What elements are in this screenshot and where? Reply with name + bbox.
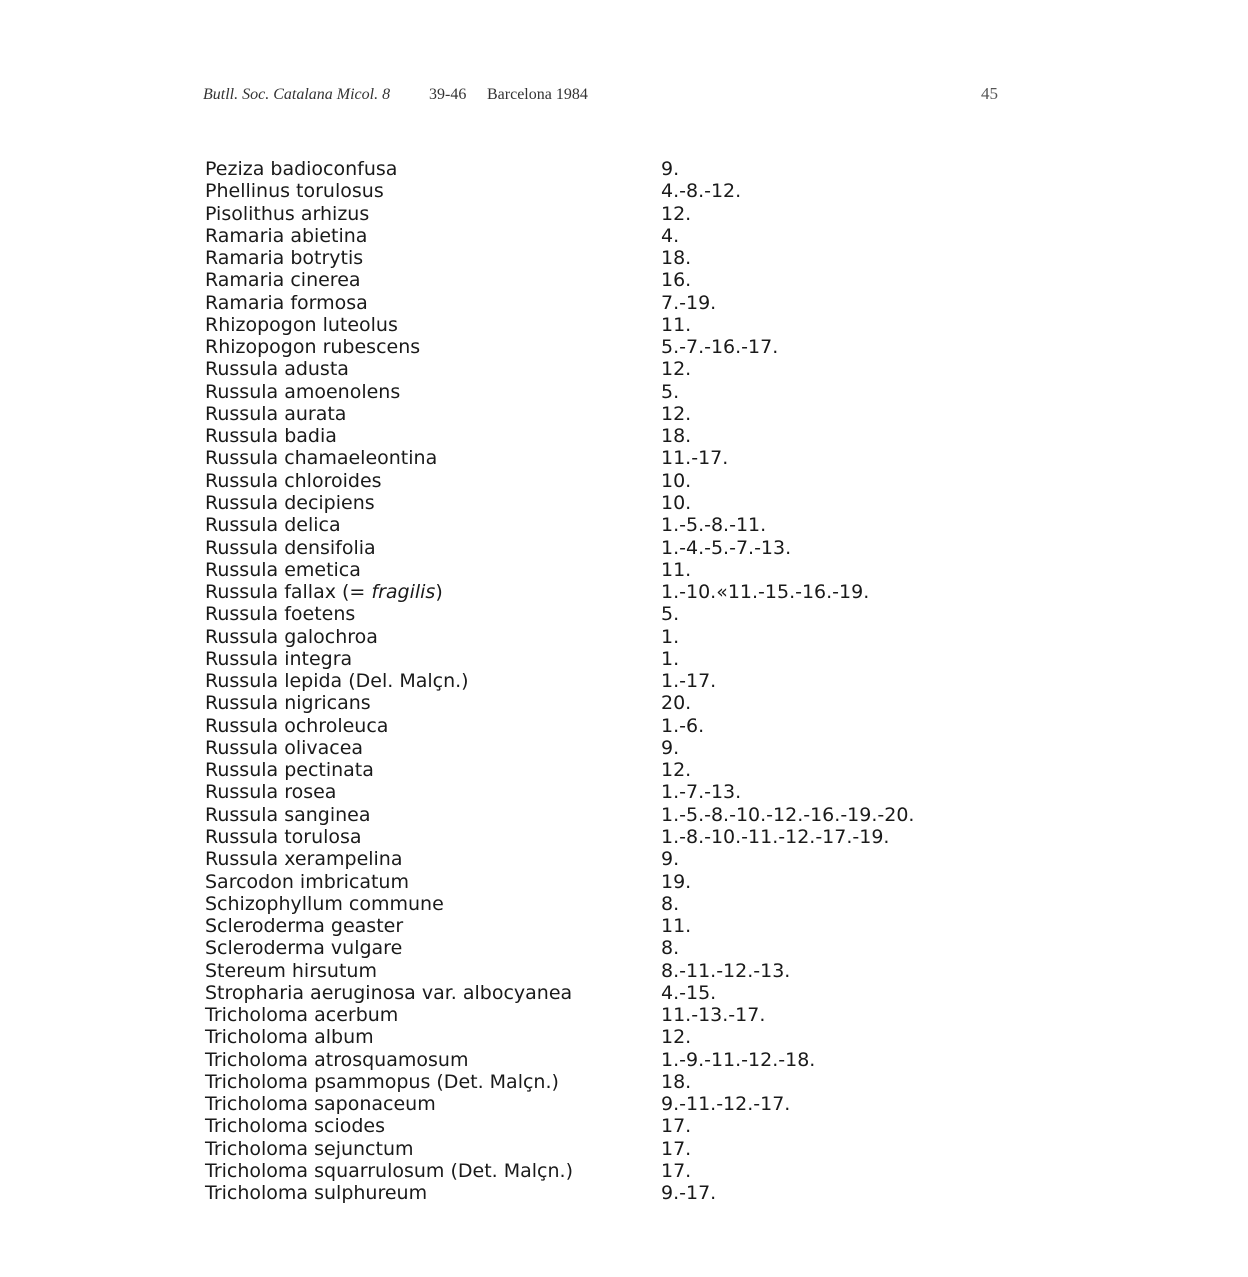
species-name: Russula integra	[205, 647, 353, 670]
species-name: Russula aurata	[205, 402, 347, 425]
place-year: Barcelona 1984	[487, 86, 588, 103]
locality-refs: 1.-17.	[661, 670, 717, 693]
species-row	[205, 425, 965, 447]
species-name: Rhizopogon luteolus	[205, 313, 398, 336]
species-name: Tricholoma psammopus (Det. Malçn.)	[205, 1070, 559, 1093]
species-name: Ramaria botrytis	[205, 247, 364, 270]
species-name: Russula amoenolens	[205, 380, 401, 403]
species-name: Russula rosea	[205, 781, 337, 804]
species-name: Tricholoma saponaceum	[205, 1093, 436, 1116]
locality-refs: 5.	[661, 380, 680, 403]
species-name: Tricholoma sejunctum	[205, 1137, 414, 1160]
locality-refs: 1.-8.-10.-11.-12.-17.-19.	[661, 825, 890, 848]
species-row	[205, 848, 965, 870]
species-row	[205, 514, 965, 536]
species-row	[205, 1115, 965, 1137]
species-row	[205, 781, 965, 803]
species-row	[205, 403, 965, 425]
species-row	[205, 670, 965, 692]
species-row	[205, 826, 965, 848]
species-row	[205, 225, 965, 247]
locality-refs: 7.-19.	[661, 291, 717, 314]
species-row	[205, 158, 965, 180]
locality-refs: 1.-5.-8.-10.-12.-16.-19.-20.	[661, 803, 915, 826]
species-row	[205, 1093, 965, 1115]
locality-refs: 10.	[661, 469, 692, 492]
species-name: Russula ochroleuca	[205, 714, 389, 737]
species-name: Russula lepida (Del. Malçn.)	[205, 670, 469, 693]
species-row	[205, 915, 965, 937]
species-name: Russula badia	[205, 425, 337, 448]
locality-refs: 1.-9.-11.-12.-18.	[661, 1048, 816, 1071]
species-row	[205, 581, 965, 603]
species-row	[205, 1138, 965, 1160]
species-name: Peziza badioconfusa	[205, 158, 398, 180]
species-row	[205, 1026, 965, 1048]
species-name: Pisolithus arhizus	[205, 202, 370, 225]
locality-refs: 12.	[661, 1026, 692, 1049]
locality-refs: 1.-4.-5.-7.-13.	[661, 536, 792, 559]
locality-refs: 9.	[661, 158, 680, 180]
species-name: Ramaria abietina	[205, 224, 368, 247]
species-name: Russula pectinata	[205, 759, 374, 782]
species-row	[205, 203, 965, 225]
species-name: Russula xerampelina	[205, 848, 403, 871]
species-row	[205, 737, 965, 759]
locality-refs: 4.-8.-12.	[661, 180, 742, 203]
species-name: Sarcodon imbricatum	[205, 870, 409, 893]
species-row	[205, 982, 965, 1004]
species-name: Tricholoma sciodes	[205, 1115, 386, 1138]
species-row	[205, 871, 965, 893]
locality-refs: 9.	[661, 848, 680, 871]
species-row	[205, 358, 965, 380]
species-name: Schizophyllum commune	[205, 892, 444, 915]
species-row	[205, 559, 965, 581]
species-row	[205, 336, 965, 358]
species-name: Russula sanginea	[205, 803, 371, 826]
locality-refs: 17.	[661, 1115, 692, 1138]
locality-refs: 1.-7.-13.	[661, 781, 742, 804]
locality-refs: 4.	[661, 224, 680, 247]
species-name: Russula chamaeleontina	[205, 447, 438, 470]
species-row	[205, 1160, 965, 1182]
journal-volume: 8	[382, 86, 391, 103]
locality-refs: 19.	[661, 870, 692, 893]
locality-refs: 5.-7.-16.-17.	[661, 336, 779, 359]
species-name: Russula adusta	[205, 358, 349, 381]
locality-refs: 18.	[661, 1070, 692, 1093]
species-row	[205, 759, 965, 781]
locality-refs: 1.-10.«11.-15.-16.-19.	[661, 581, 870, 604]
species-row	[205, 381, 965, 403]
species-name: Russula olivacea	[205, 736, 364, 759]
locality-refs: 8.	[661, 937, 680, 960]
species-name: Phellinus torulosus	[205, 180, 384, 203]
species-row	[205, 893, 965, 915]
species-row	[205, 292, 965, 314]
species-row	[205, 603, 965, 625]
locality-refs: 1.-6.	[661, 714, 705, 737]
locality-refs: 9.-17.	[661, 1182, 717, 1205]
species-list	[205, 158, 965, 1204]
species-name: Scleroderma vulgare	[205, 937, 403, 960]
locality-refs: 20.	[661, 692, 692, 715]
species-name: Ramaria cinerea	[205, 269, 361, 292]
locality-refs: 16.	[661, 269, 692, 292]
locality-refs: 11.	[661, 915, 692, 938]
locality-refs: 18.	[661, 425, 692, 448]
species-name: Russula torulosa	[205, 825, 362, 848]
locality-refs: 8.-11.-12.-13.	[661, 959, 791, 982]
locality-refs: 11.-13.-17.	[661, 1004, 766, 1027]
species-row	[205, 804, 965, 826]
species-row	[205, 692, 965, 714]
page-number: 45	[981, 84, 998, 103]
species-name: Tricholoma squarrulosum (Det. Malçn.)	[205, 1159, 573, 1182]
species-row	[205, 1004, 965, 1026]
locality-refs: 12.	[661, 202, 692, 225]
species-name: Ramaria formosa	[205, 291, 368, 314]
species-row	[205, 537, 965, 559]
species-name: Russula nigricans	[205, 692, 371, 715]
species-row	[205, 1182, 965, 1204]
locality-refs: 12.	[661, 358, 692, 381]
species-row	[205, 180, 965, 202]
page-range: 39-46	[429, 86, 467, 103]
species-name: Russula galochroa	[205, 625, 378, 648]
locality-refs: 11.	[661, 558, 692, 581]
species-name: Tricholoma atrosquamosum	[205, 1048, 469, 1071]
locality-refs: 1.	[661, 647, 680, 670]
locality-refs: 9.	[661, 736, 680, 759]
journal-citation	[203, 86, 390, 104]
locality-refs: 9.-11.-12.-17.	[661, 1093, 791, 1116]
species-name: Stereum hirsutum	[205, 959, 377, 982]
species-row	[205, 937, 965, 959]
species-name: Scleroderma geaster	[205, 915, 404, 938]
species-name: Russula foetens	[205, 603, 356, 626]
species-row	[205, 447, 965, 469]
journal-name: Butll. Soc. Catalana Micol.	[203, 86, 379, 103]
locality-refs: 17.	[661, 1159, 692, 1182]
locality-refs: 10.	[661, 491, 692, 514]
species-name: Rhizopogon rubescens	[205, 336, 421, 359]
locality-refs: 1.	[661, 625, 680, 648]
locality-refs: 4.-15.	[661, 981, 717, 1004]
locality-refs: 1.-5.-8.-11.	[661, 514, 767, 537]
species-row	[205, 648, 965, 670]
species-name: Stropharia aeruginosa var. albocyanea	[205, 981, 573, 1004]
species-name: Tricholoma album	[205, 1026, 374, 1049]
locality-refs: 8.	[661, 892, 680, 915]
species-row	[205, 492, 965, 514]
species-row	[205, 269, 965, 291]
species-name: Tricholoma acerbum	[205, 1004, 399, 1027]
species-row	[205, 1071, 965, 1093]
species-name: Russula fallax (= fragilis)	[205, 581, 443, 604]
species-name: Russula decipiens	[205, 491, 375, 514]
locality-refs: 12.	[661, 759, 692, 782]
running-header	[203, 86, 1003, 110]
species-name: Russula emetica	[205, 558, 361, 581]
species-row	[205, 314, 965, 336]
species-row	[205, 960, 965, 982]
species-name: Russula densifolia	[205, 536, 376, 559]
species-row	[205, 715, 965, 737]
locality-refs: 17.	[661, 1137, 692, 1160]
locality-refs: 11.	[661, 313, 692, 336]
species-row	[205, 247, 965, 269]
synonym: = fragilis	[349, 581, 436, 604]
species-name: Tricholoma sulphureum	[205, 1182, 428, 1205]
locality-refs: 5.	[661, 603, 680, 626]
species-row	[205, 470, 965, 492]
species-row	[205, 626, 965, 648]
species-name: Russula chloroides	[205, 469, 382, 492]
locality-refs: 18.	[661, 247, 692, 270]
locality-refs: 12.	[661, 402, 692, 425]
locality-refs: 11.-17.	[661, 447, 729, 470]
species-name: Russula delica	[205, 514, 341, 537]
species-row	[205, 1049, 965, 1071]
